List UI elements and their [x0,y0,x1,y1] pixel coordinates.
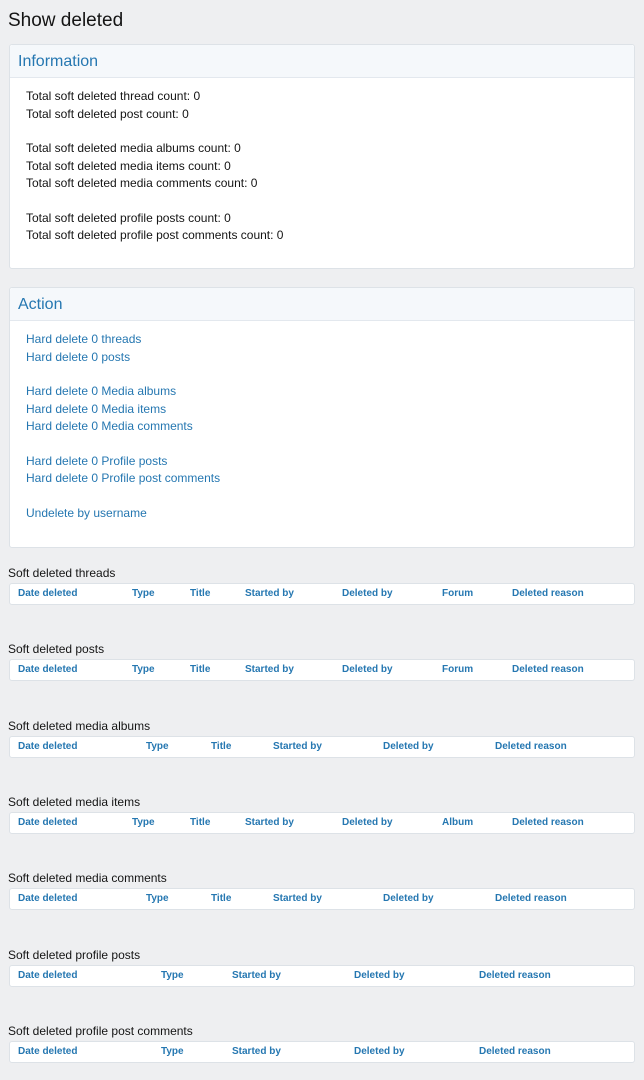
column-header[interactable]: Started by [232,970,281,981]
info-post-count: Total soft deleted post count: 0 [26,106,189,121]
table-header-profile-posts [9,965,635,987]
column-header[interactable]: Title [211,741,232,752]
column-header[interactable]: Deleted reason [479,1046,551,1057]
column-header[interactable]: Date deleted [18,817,78,828]
hard-delete-profile-posts-link[interactable]: Hard delete 0 Profile posts [26,453,168,468]
column-header[interactable]: Started by [245,588,294,599]
column-header[interactable]: Deleted reason [512,664,584,675]
info-media-comments-count: Total soft deleted media comments count: 0 [26,176,258,190]
table-header-threads [9,583,635,605]
column-header[interactable]: Type [146,893,169,904]
action-header: Action [10,288,634,321]
column-header[interactable]: Deleted by [354,970,405,981]
info-profile-post-comments-count: Total soft deleted profile post comments count: 0 [26,228,284,242]
column-header[interactable]: Type [161,970,184,981]
column-header[interactable]: Deleted reason [495,893,567,904]
hard-delete-media-albums-link[interactable]: Hard delete 0 Media albums [26,384,177,398]
section-title-profile-posts: Soft deleted profile posts [8,948,141,962]
table-header-media-albums [9,736,635,758]
table-header-media-comments [9,888,635,910]
action-group-threads-posts [26,331,634,366]
section-title-posts: Soft deleted posts [8,642,105,656]
hard-delete-posts-link[interactable]: Hard delete 0 posts [26,349,131,364]
column-header[interactable]: Date deleted [18,664,78,675]
hard-delete-media-comments-link[interactable]: Hard delete 0 Media comments [26,419,193,433]
info-group-threads-posts [26,88,634,123]
column-header[interactable]: Deleted reason [495,741,567,752]
section-title-profile-post-comments: Soft deleted profile post comments [8,1024,193,1038]
action-group-media [26,383,634,436]
column-header[interactable]: Type [132,817,155,828]
info-media-items-count: Total soft deleted media items count: 0 [26,158,231,173]
column-header[interactable]: Forum [442,664,474,675]
section-title-threads: Soft deleted threads [8,566,116,580]
table-header-profile-post-comments [9,1041,635,1063]
column-header[interactable]: Date deleted [18,588,78,599]
column-header[interactable]: Deleted reason [512,817,584,828]
information-block [9,44,635,269]
column-header[interactable]: Deleted by [342,817,393,828]
column-header[interactable]: Started by [245,817,294,828]
column-header[interactable]: Started by [232,1046,281,1057]
column-header[interactable]: Album [442,817,474,828]
section-title-media-items: Soft deleted media items [8,795,141,809]
info-thread-count: Total soft deleted thread count: 0 [26,89,201,103]
action-block [9,287,635,548]
column-header[interactable]: Deleted reason [479,970,551,981]
column-header[interactable]: Started by [245,664,294,675]
column-header[interactable]: Date deleted [18,893,78,904]
column-header[interactable]: Deleted by [383,741,434,752]
information-header: Information [10,45,634,78]
hard-delete-threads-link[interactable]: Hard delete 0 threads [26,332,142,346]
column-header[interactable]: Type [132,588,155,599]
action-body [10,321,634,522]
info-media-albums-count: Total soft deleted media albums count: 0 [26,141,241,155]
page-title: Show deleted [8,10,124,31]
column-header[interactable]: Deleted by [354,1046,405,1057]
section-title-media-albums: Soft deleted media albums [8,719,151,733]
column-header[interactable]: Deleted reason [512,588,584,599]
column-header[interactable]: Title [190,817,211,828]
column-header[interactable]: Type [146,741,169,752]
column-header[interactable]: Deleted by [383,893,434,904]
column-header[interactable]: Date deleted [18,1046,78,1057]
column-header[interactable]: Title [211,893,232,904]
information-body [10,78,634,245]
column-header[interactable]: Deleted by [342,664,393,675]
undelete-by-username-link[interactable]: Undelete by username [26,505,147,520]
column-header[interactable]: Date deleted [18,970,78,981]
column-header[interactable]: Deleted by [342,588,393,599]
info-group-media [26,140,634,193]
column-header[interactable]: Date deleted [18,741,78,752]
info-profile-posts-count: Total soft deleted profile posts count: 0 [26,210,231,225]
column-header[interactable]: Title [190,588,211,599]
column-header[interactable]: Type [132,664,155,675]
hard-delete-profile-post-comments-link[interactable]: Hard delete 0 Profile post comments [26,471,221,485]
table-header-posts [9,659,635,681]
column-header[interactable]: Started by [273,893,322,904]
table-header-media-items [9,812,635,834]
info-group-profile [26,210,634,245]
hard-delete-media-items-link[interactable]: Hard delete 0 Media items [26,401,167,416]
column-header[interactable]: Title [190,664,211,675]
column-header[interactable]: Started by [273,741,322,752]
column-header[interactable]: Forum [442,588,474,599]
section-title-media-comments: Soft deleted media comments [8,871,167,885]
action-group-profile [26,453,634,488]
column-header[interactable]: Type [161,1046,184,1057]
action-group-undelete [26,505,634,523]
